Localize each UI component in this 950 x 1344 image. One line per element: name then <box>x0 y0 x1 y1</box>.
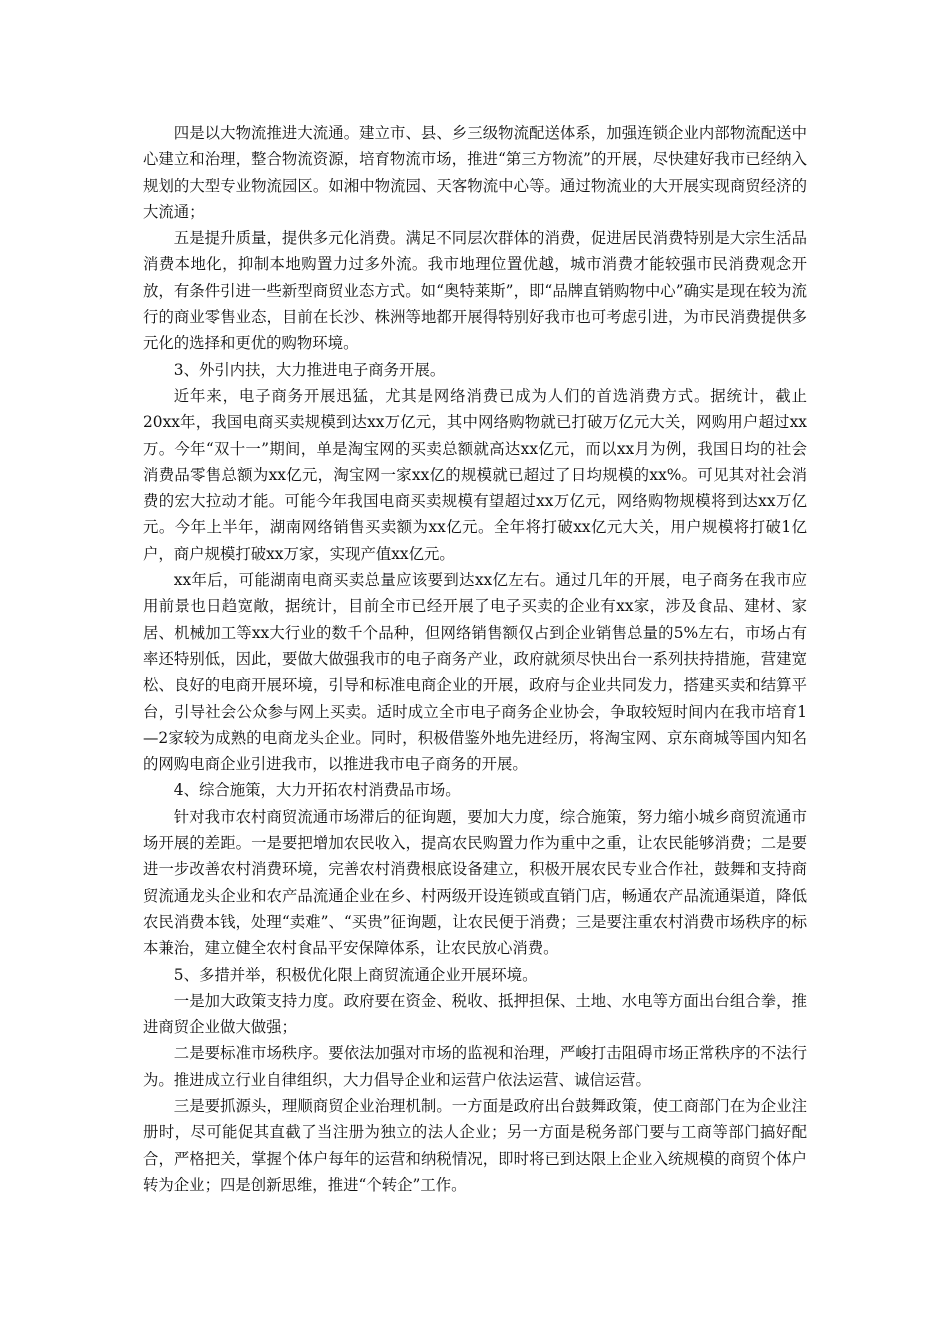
paragraph-rural: 针对我市农村商贸流通市场滞后的征询题，要加大力度，综合施策，努力缩小城乡商贸流通市场开展的差距。一是要把增加农民收入，提高农民购置力作为重中之重，让农民能够消费；二是要进一步改善农村消费环境，完善农村消费根底设备建立，积极开展农民专业合作社，鼓舞和支持商贸流通龙头企业和农产品流通企业在乡、村两级开设连锁或直销门店，畅通农产品流通渠道，降低农民消费本钱，处理“卖难”、“买贵”征询题，让农民便于消费；三是要注重农村消费市场秩序的标本兼治，建立健全农村食品平安保障体系，让农民放心消费。 <box>143 807 807 958</box>
paragraph-source-management: 三是要抓源头，理顺商贸企业治理机制。一方面是政府出台鼓舞政策，使工商部门在为企业注册时，尽可能促其直截了当注册为独立的法人企业；另一方面是税务部门要与工商等部门搞好配合，严格把关，掌握个体户每年的运营和纳税情况，即时将已到达限上企业入统规模的商贸个体户转为企业；四是创新思维，推进“个转企”工作。 <box>143 1096 807 1194</box>
section-heading-rural: 4、综合施策，大力开拓农村消费品市场。 <box>173 781 461 800</box>
paragraph-ecommerce-stats: 近年来，电子商务开展迅猛，尤其是网络消费已成为人们的首选消费方式。据统计，截止20xx年，我国电商买卖规模到达xx万亿元，其中网络购物就已打破万亿元大关，网购用户超过xx万。今年“双十一”期间，单是淘宝网的买卖总额就高达xx亿元，而以xx月为例，我国日均的社会消费品零售总额为xx亿元，淘宝网一家xx亿的规模就已超过了日均规模的xx%。可见其对社会消费的宏大拉动才能。可能今年我国电商买卖规模有望超过xx万亿元，网络购物规模将到达xx万亿元。今年上半年，湖南网络销售买卖额为xx亿元。全年将打破xx亿元大关，用户规模将打破1亿户，商户规模打破xx万家，实现产值xx亿元。 <box>143 386 807 563</box>
paragraph-logistics: 四是以大物流推进大流通。建立市、县、乡三级物流配送体系，加强连锁企业内部物流配送中心建立和治理，整合物流资源，培育物流市场，推进“第三方物流”的开展，尽快建好我市已经纳入规划的大型专业物流园区。如湘中物流园、天客物流中心等。通过物流业的大开展实现商贸经济的大流通； <box>143 124 807 221</box>
document-body <box>143 120 807 1198</box>
paragraph-ecommerce-local: xx年后，可能湖南电商买卖总量应该要到达xx亿左右。通过几年的开展，电子商务在我市应用前景也日趋宽敞，据统计，目前全市已经开展了电子买卖的企业有xx家，涉及食品、建材、家居、机械加工等xx大行业的数千个品种，但网络销售额仅占到企业销售总量的5%左右，市场占有率还特别低，因此，要做大做强我市的电子商务产业，政府就须尽快出台一系列扶持措施，营建宽松、良好的电商开展环境，引导和标准电商企业的开展，政府与企业共同发力，搭建买卖和结算平台，引导社会公众参与网上买卖。适时成立全市电子商务企业协会，争取较短时间内在我市培育1—2家较为成熟的电商龙头企业。同时，积极借鉴外地先进经历，将淘宝网、京东商城等国内知名的网购电商企业引进我市，以推进我市电子商务的开展。 <box>143 571 807 774</box>
paragraph-market-order: 二是要标准市场秩序。要依法加强对市场的监视和治理，严峻打击阻碍市场正常秩序的不法行为。推进成立行业自律组织，大力倡导企业和运营户依法运营、诚信运营。 <box>143 1044 807 1089</box>
section-heading-environment: 5、多措并举，积极优化限上商贸流通企业开展环境。 <box>173 965 538 984</box>
paragraph-quality: 五是提升质量，提供多元化消费。满足不同层次群体的消费，促进居民消费特别是大宗生活品消费本地化，抑制本地购置力过多外流。我市地理位置优越，城市消费才能较强市民消费观念开放，有条件引进一些新型商贸业态方式。如“奥特莱斯”，即“品牌直销购物中心”确实是现在较为流行的商业零售业态，目前在长沙、株洲等地都开展得特别好我市也可考虑引进，为市民消费提供多元化的选择和更优的购物环境。 <box>143 229 807 353</box>
paragraph-policy-support: 一是加大政策支持力度。政府要在资金、税收、抵押担保、土地、水电等方面出台组合拳，推进商贸企业做大做强； <box>143 991 807 1037</box>
section-heading-ecommerce: 3、外引内扶，大力推进电子商务开展。 <box>173 360 446 379</box>
